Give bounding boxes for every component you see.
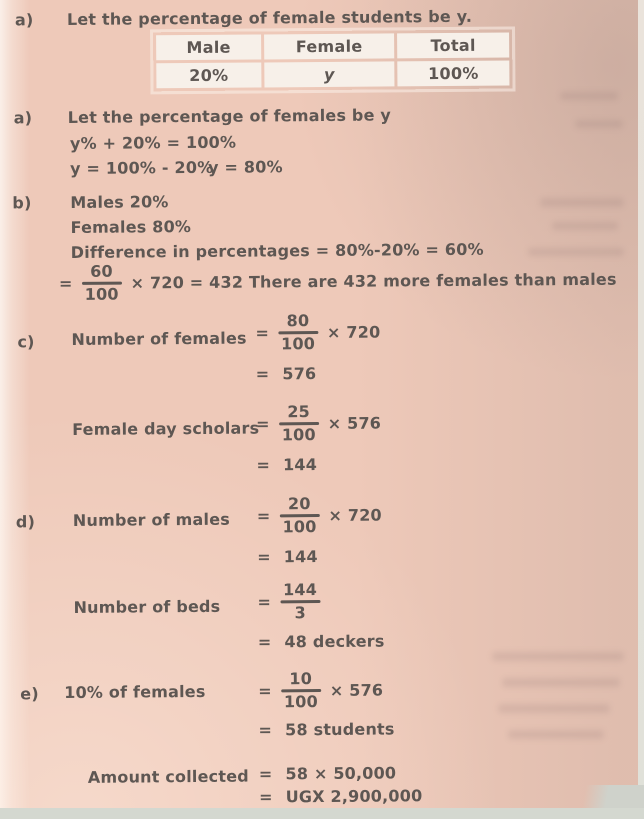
fraction-numerator: 60 — [90, 261, 113, 281]
result-value: 58 × 50,000 — [285, 763, 397, 784]
equals-sign: = — [256, 455, 271, 475]
part-b-label: b) — [12, 193, 32, 213]
fraction-20-100 — [279, 495, 319, 537]
beds-result — [258, 632, 385, 652]
percentage-table — [153, 29, 512, 91]
females-working — [255, 312, 380, 354]
result-value: 576 — [282, 364, 317, 384]
fraction-denominator: 100 — [281, 424, 316, 445]
equals-sign: = — [258, 681, 272, 701]
equals-sign: = — [258, 764, 273, 784]
table-value-row — [156, 61, 509, 89]
ten-percent-working — [258, 670, 383, 712]
equals-sign: = — [255, 364, 270, 384]
fraction-denominator: 100 — [84, 284, 119, 304]
table-value-male: 20% — [156, 62, 261, 88]
bleed-through-smudge — [502, 678, 620, 687]
fraction-numerator: 80 — [286, 311, 310, 331]
part-a2-line3b: y = 80% — [208, 157, 283, 177]
bleed-through-smudge — [552, 222, 618, 230]
bleed-through-smudge — [528, 248, 624, 256]
part-a2-line1: Let the percentage of females be y — [67, 105, 392, 127]
page-bottom-edge — [0, 808, 644, 819]
fraction-numerator: 144 — [282, 580, 318, 600]
fraction-numerator: 10 — [289, 669, 313, 689]
males-title: Number of males — [72, 509, 231, 530]
fraction-25-100 — [279, 403, 319, 445]
fraction-denominator: 100 — [283, 691, 318, 712]
part-a1-label: a) — [14, 10, 34, 30]
table-header-total: Total — [397, 33, 509, 59]
males-result — [257, 547, 318, 566]
males-working — [257, 495, 382, 537]
fraction-denominator: 3 — [294, 603, 306, 623]
equals-sign: = — [58, 274, 73, 294]
table-header-row — [156, 33, 509, 61]
fraction-numerator: 25 — [287, 402, 311, 422]
bleed-through-smudge — [492, 652, 624, 661]
result-value: 144 — [283, 547, 318, 567]
ten-percent-result — [258, 719, 394, 739]
table-header-male: Male — [156, 34, 261, 60]
equals-sign: = — [256, 414, 270, 434]
fraction-10-100 — [281, 670, 321, 712]
part-b-line3: Difference in percentages = 80%-20% = 60% — [70, 239, 484, 262]
bleed-through-smudge — [498, 704, 610, 713]
result-value: 58 students — [285, 719, 395, 740]
beds-working — [257, 581, 320, 623]
part-b-line2: Females 80% — [70, 217, 192, 237]
part-d-label: d) — [15, 512, 36, 532]
amount-title: Amount collected — [87, 766, 249, 787]
bleed-through-smudge — [560, 92, 618, 100]
multiplier: × 720 — [326, 322, 381, 343]
beds-title: Number of beds — [73, 596, 221, 617]
bleed-through-smudge — [508, 730, 604, 739]
equals-sign: = — [255, 323, 270, 343]
part-a2-line2: y% + 20% = 100% — [69, 132, 237, 153]
equals-sign: = — [257, 547, 271, 567]
fraction-denominator: 100 — [281, 333, 316, 354]
result-value: UGX 2,900,000 — [285, 786, 423, 807]
ten-percent-title: 10% of females — [64, 681, 206, 703]
part-a1-intro: Let the percentage of female students be y. — [66, 6, 473, 29]
part-a2-line3a: y = 100% - 20% — [70, 157, 214, 178]
bleed-through-smudge — [575, 120, 623, 128]
fraction-numerator: 20 — [287, 494, 311, 514]
day-scholars-title: Female day scholars — [72, 418, 260, 439]
page-right-edge — [638, 0, 644, 819]
equals-sign: = — [257, 592, 272, 612]
part-a2-label: a) — [13, 108, 33, 128]
females-title: Number of females — [71, 328, 247, 349]
fraction-denominator: 100 — [282, 516, 317, 537]
fraction-144-3 — [280, 581, 320, 623]
day-scholars-result — [256, 455, 317, 474]
table-header-female: Female — [264, 33, 394, 59]
amount-line2 — [259, 786, 422, 806]
part-c-label: c) — [17, 332, 35, 352]
multiplier: × 720 — [328, 505, 382, 526]
part-b-line1: Males 20% — [70, 192, 169, 212]
part-b-working-tail: × 720 = 432 There are 432 more females than males — [130, 269, 617, 293]
fraction-80-100 — [278, 312, 318, 354]
bleed-through-smudge — [540, 198, 624, 207]
fraction-60-100 — [81, 263, 121, 305]
multiplier: × 576 — [329, 680, 384, 701]
multiplier: × 576 — [327, 413, 382, 434]
equals-sign: = — [258, 720, 273, 740]
part-e-label: e) — [20, 684, 39, 704]
equals-sign: = — [258, 787, 273, 807]
amount-line1 — [259, 763, 397, 783]
females-result — [256, 364, 317, 383]
table-value-female: y — [264, 61, 394, 87]
result-value: 144 — [282, 455, 318, 475]
equals-sign: = — [256, 506, 271, 526]
table-value-total: 100% — [397, 61, 509, 87]
result-value: 48 deckers — [284, 631, 385, 652]
equals-sign: = — [257, 632, 272, 652]
day-scholars-working — [256, 403, 381, 445]
part-b-working — [59, 259, 617, 305]
